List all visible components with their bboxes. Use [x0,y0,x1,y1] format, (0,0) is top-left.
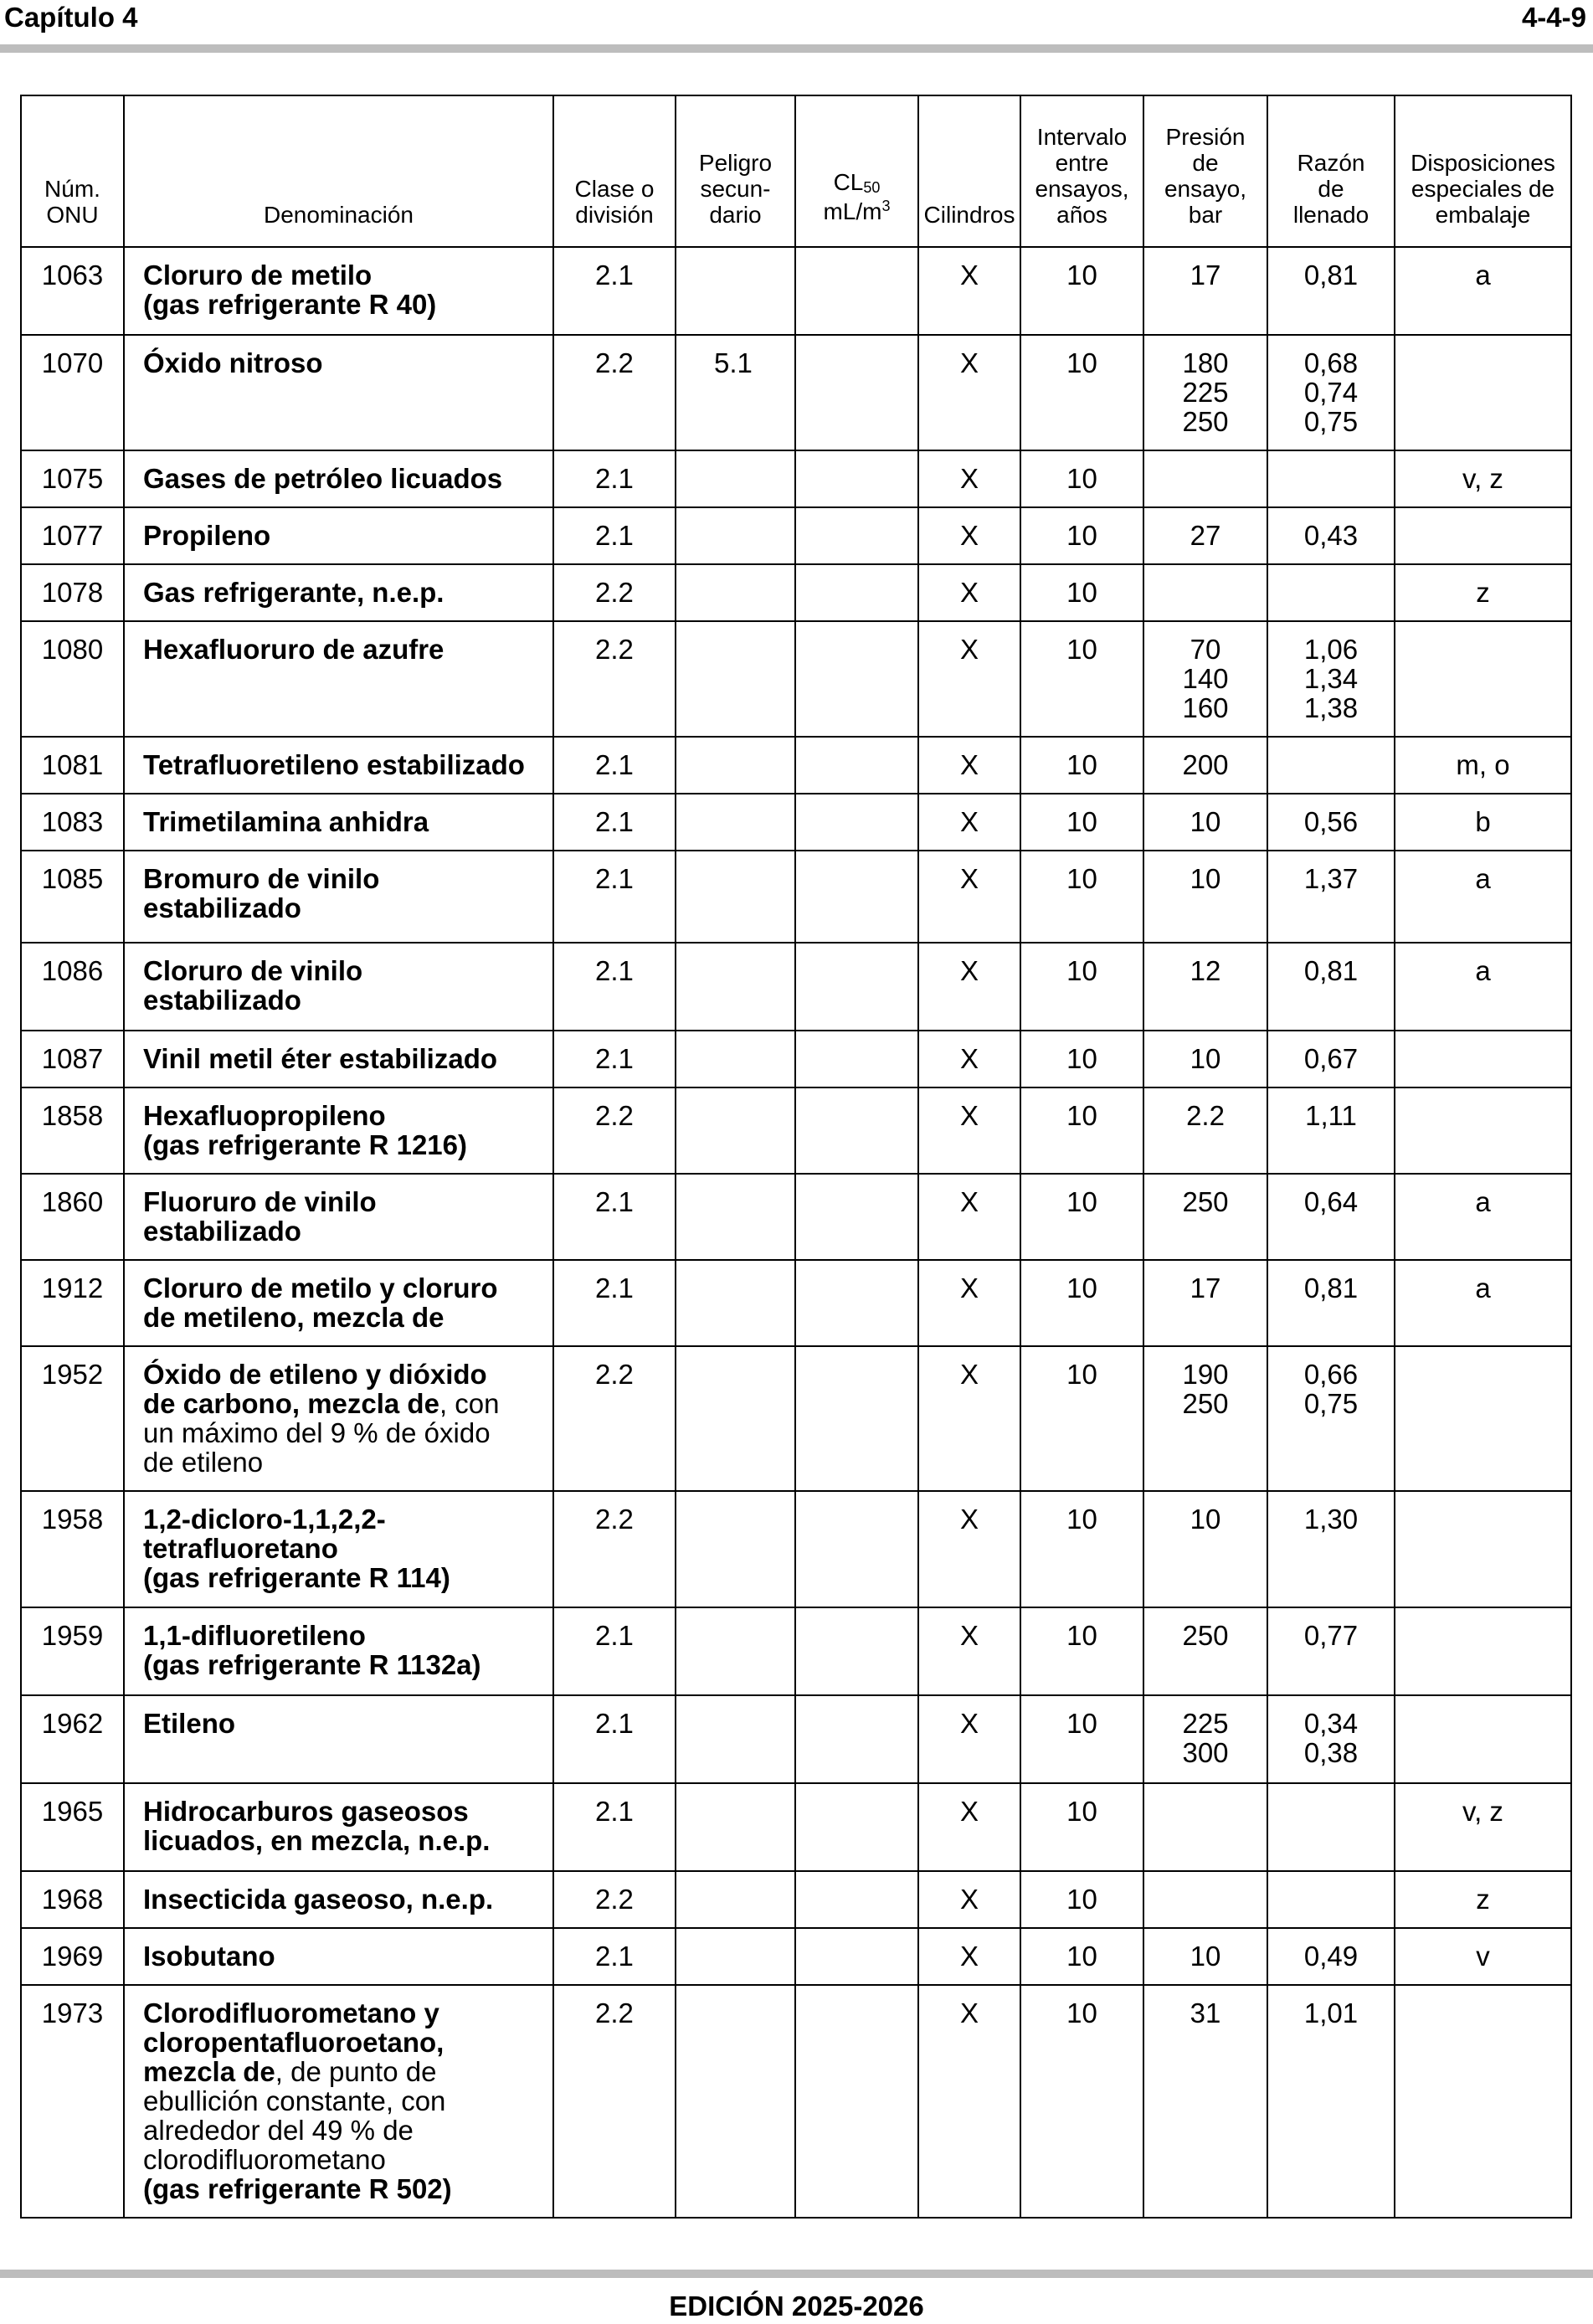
denominacion-name: Hidrocarburos gaseosos licuados, en mezcla, n.e.p. [143,1796,491,1856]
table-body [21,247,1571,2218]
cell-presion: 10 [1143,794,1267,851]
table-row [21,1783,1571,1871]
denominacion-name: Cloruro de metilo y cloruro de metileno, mezcla de [143,1273,498,1333]
cell-denominacion [124,564,553,621]
cell-cilindros: X [918,507,1020,564]
cell-un-number: 1969 [21,1928,124,1985]
cell-cilindros: X [918,1985,1020,2218]
cell-peligro [676,851,795,943]
cell-cl50 [795,1087,918,1174]
cell-cilindros: X [918,1871,1020,1928]
col-header-cilindros: Cilindros [918,95,1020,247]
cell-cilindros: X [918,943,1020,1031]
cell-clase: 2.1 [553,507,676,564]
table-row [21,1031,1571,1087]
cell-disposiciones [1395,1607,1571,1695]
cell-cl50 [795,1174,918,1260]
cell-denominacion [124,1174,553,1260]
cell-razon: 1,37 [1267,851,1395,943]
cell-un-number: 1080 [21,621,124,737]
cell-clase: 2.1 [553,1928,676,1985]
cell-denominacion [124,1871,553,1928]
cell-denominacion [124,1087,553,1174]
cell-disposiciones: v [1395,1928,1571,1985]
cell-intervalo: 10 [1020,1871,1143,1928]
edition-footer: EDICIÓN 2025-2026 [669,2291,924,2321]
denominacion-name: Óxido nitroso [143,347,323,378]
cell-un-number: 1973 [21,1985,124,2218]
cell-disposiciones: a [1395,247,1571,335]
denominacion-name: (gas refrigerante R 502) [143,2173,452,2204]
cell-denominacion [124,1783,553,1871]
cell-clase: 2.2 [553,621,676,737]
denominacion-name: Cloruro de vinilo estabilizado [143,955,363,1015]
cell-denominacion [124,1928,553,1985]
cell-presion: 2.2 [1143,1087,1267,1174]
denominacion-name: Fluoruro de vinilo estabilizado [143,1186,377,1247]
cell-peligro [676,1607,795,1695]
cell-disposiciones: a [1395,851,1571,943]
cell-clase: 2.2 [553,1985,676,2218]
cell-peligro [676,564,795,621]
cell-denominacion [124,335,553,450]
cell-presion [1143,564,1267,621]
cell-clase: 2.1 [553,1783,676,1871]
table-row [21,335,1571,450]
table-row [21,794,1571,851]
cell-un-number: 1083 [21,794,124,851]
cell-cl50 [795,851,918,943]
cell-intervalo: 10 [1020,1031,1143,1087]
cell-clase: 2.1 [553,1031,676,1087]
denominacion-name: Isobutano [143,1941,275,1972]
cell-razon: 0,77 [1267,1607,1395,1695]
cell-un-number: 1070 [21,335,124,450]
cell-peligro [676,247,795,335]
cell-intervalo: 10 [1020,1260,1143,1346]
cell-clase: 2.2 [553,564,676,621]
cell-razon: 1,06 1,34 1,38 [1267,621,1395,737]
cell-intervalo: 10 [1020,450,1143,507]
table-row [21,1260,1571,1346]
cell-un-number: 1081 [21,737,124,794]
cell-intervalo: 10 [1020,851,1143,943]
cell-intervalo: 10 [1020,943,1143,1031]
cell-disposiciones [1395,335,1571,450]
cell-clase: 2.2 [553,1087,676,1174]
cell-razon: 0,64 [1267,1174,1395,1260]
cl50-unit: $mL/m^3$ [823,198,891,224]
cell-cl50 [795,1695,918,1783]
cell-cilindros: X [918,737,1020,794]
cell-clase: 2.1 [553,1260,676,1346]
cell-denominacion [124,1607,553,1695]
cell-denominacion [124,1695,553,1783]
col-header-clase: Clase o división [553,95,676,247]
table-row [21,1695,1571,1783]
cell-peligro [676,507,795,564]
cell-cilindros: X [918,1928,1020,1985]
denominacion-name: Óxido de etileno y dióxido de carbono, mezcla de [143,1359,487,1419]
cell-peligro [676,1871,795,1928]
cell-cilindros: X [918,1346,1020,1491]
cell-denominacion [124,1031,553,1087]
cell-disposiciones [1395,1491,1571,1607]
table-row [21,1985,1571,2218]
cell-cl50 [795,737,918,794]
col-header-peligro: Peligro secun-dario [676,95,795,247]
cell-cilindros: X [918,335,1020,450]
cell-cilindros: X [918,794,1020,851]
cell-un-number: 1077 [21,507,124,564]
cell-presion: 225 300 [1143,1695,1267,1783]
table-row [21,1346,1571,1491]
denominacion-name: Bromuro de vinilo estabilizado [143,863,380,923]
cell-clase: 2.1 [553,1607,676,1695]
cell-cl50 [795,1871,918,1928]
cell-denominacion [124,247,553,335]
cell-un-number: 1858 [21,1087,124,1174]
cell-cl50 [795,1346,918,1491]
table-row [21,564,1571,621]
cell-denominacion [124,737,553,794]
cell-presion: 10 [1143,1491,1267,1607]
cell-presion: 180 225 250 [1143,335,1267,450]
denominacion-name: Cloruro de metilo (gas refrigerante R 40) [143,260,437,320]
cell-un-number: 1912 [21,1260,124,1346]
cell-un-number: 1958 [21,1491,124,1607]
cell-cilindros: X [918,450,1020,507]
cell-clase: 2.2 [553,1491,676,1607]
cell-razon [1267,1871,1395,1928]
cell-presion: 17 [1143,1260,1267,1346]
denominacion-name: Insecticida gaseoso, n.e.p. [143,1884,494,1915]
cell-cl50 [795,507,918,564]
cell-disposiciones: z [1395,1871,1571,1928]
cell-disposiciones: b [1395,794,1571,851]
denominacion-name: Hexafluopropileno (gas refrigerante R 1216) [143,1100,467,1160]
table-row [21,943,1571,1031]
cell-cl50 [795,247,918,335]
denominacion-detail: , de punto de ebullición constante, con alrededor del 49 % de clorodifluorometano [143,2056,446,2175]
cell-clase: 2.1 [553,794,676,851]
cell-presion: 10 [1143,1928,1267,1985]
cell-clase: 2.2 [553,1346,676,1491]
cell-disposiciones: a [1395,1260,1571,1346]
cell-razon: 0,34 0,38 [1267,1695,1395,1783]
cell-cl50 [795,1260,918,1346]
denominacion-name: 1,1-difluoretileno (gas refrigerante R 1132a) [143,1620,481,1680]
col-header-un: Núm. ONU [21,95,124,247]
cell-clase: 2.1 [553,1695,676,1783]
cell-peligro [676,1491,795,1607]
cell-intervalo: 10 [1020,621,1143,737]
table-row [21,1928,1571,1985]
cell-cilindros: X [918,1695,1020,1783]
cell-cl50 [795,1928,918,1985]
cell-clase: 2.1 [553,450,676,507]
table-row [21,737,1571,794]
cell-intervalo: 10 [1020,1087,1143,1174]
cell-un-number: 1087 [21,1031,124,1087]
gas-cylinder-table [20,95,1572,2219]
cell-razon: 0,66 0,75 [1267,1346,1395,1491]
cell-razon [1267,1783,1395,1871]
cl50-label: $CL_{50}$ [833,169,881,196]
cell-peligro [676,621,795,737]
cell-un-number: 1952 [21,1346,124,1491]
cell-presion: 190 250 [1143,1346,1267,1491]
col-header-intervalo: Intervalo entre ensayos, años [1020,95,1143,247]
cell-intervalo: 10 [1020,1491,1143,1607]
cell-razon: 1,01 [1267,1985,1395,2218]
cell-disposiciones: m, o [1395,737,1571,794]
cell-peligro [676,1087,795,1174]
cell-denominacion [124,943,553,1031]
cell-peligro [676,1260,795,1346]
cell-clase: 2.1 [553,851,676,943]
cell-denominacion [124,1260,553,1346]
cell-peligro [676,1174,795,1260]
cell-peligro [676,794,795,851]
cell-intervalo: 10 [1020,1174,1143,1260]
cell-peligro: 5.1 [676,335,795,450]
cell-peligro [676,1031,795,1087]
cell-presion: 70 140 160 [1143,621,1267,737]
cell-disposiciones: v, z [1395,1783,1571,1871]
table-header-row [21,95,1571,247]
cell-intervalo: 10 [1020,335,1143,450]
cell-disposiciones: a [1395,1174,1571,1260]
cell-razon: 1,30 [1267,1491,1395,1607]
cell-intervalo: 10 [1020,564,1143,621]
cell-denominacion [124,1491,553,1607]
cell-presion [1143,1871,1267,1928]
cell-cl50 [795,450,918,507]
cell-intervalo: 10 [1020,247,1143,335]
cell-razon: 0,81 [1267,1260,1395,1346]
cell-intervalo: 10 [1020,1695,1143,1783]
cell-un-number: 1063 [21,247,124,335]
cell-un-number: 1075 [21,450,124,507]
cell-razon: 0,56 [1267,794,1395,851]
cell-presion [1143,1783,1267,1871]
cell-disposiciones: z [1395,564,1571,621]
denominacion-detail: , con un máximo del 9 % de óxido de etileno [143,1388,500,1478]
cell-presion: 17 [1143,247,1267,335]
cell-cilindros: X [918,247,1020,335]
cell-cl50 [795,621,918,737]
denominacion-name: Etileno [143,1708,236,1739]
cell-presion: 10 [1143,851,1267,943]
cell-intervalo: 10 [1020,1985,1143,2218]
cell-disposiciones [1395,1031,1571,1087]
cell-cl50 [795,564,918,621]
cell-disposiciones: v, z [1395,450,1571,507]
col-header-cl50 [795,95,918,247]
cell-cilindros: X [918,1031,1020,1087]
cell-un-number: 1860 [21,1174,124,1260]
cell-presion: 250 [1143,1174,1267,1260]
cell-disposiciones [1395,621,1571,737]
cell-cilindros: X [918,564,1020,621]
cell-presion: 200 [1143,737,1267,794]
cell-presion [1143,450,1267,507]
cell-intervalo: 10 [1020,1346,1143,1491]
cell-presion: 12 [1143,943,1267,1031]
table-row [21,1871,1571,1928]
cell-peligro [676,943,795,1031]
table-row [21,1607,1571,1695]
cell-denominacion [124,450,553,507]
table-row [21,621,1571,737]
page-number: 4-4-9 [1521,2,1586,33]
cell-razon: 0,81 [1267,247,1395,335]
cell-disposiciones [1395,1087,1571,1174]
table-row [21,507,1571,564]
denominacion-name: 1,2-dicloro-1,1,2,2- tetrafluoretano (gas refrigerante R 114) [143,1504,450,1593]
cell-razon [1267,564,1395,621]
cell-cl50 [795,1491,918,1607]
cell-cilindros: X [918,1260,1020,1346]
cell-cl50 [795,794,918,851]
cell-un-number: 1078 [21,564,124,621]
cell-presion: 250 [1143,1607,1267,1695]
cell-clase: 2.1 [553,247,676,335]
denominacion-name: Gas refrigerante, n.e.p. [143,577,444,608]
cell-cilindros: X [918,1783,1020,1871]
cell-denominacion [124,507,553,564]
cell-intervalo: 10 [1020,794,1143,851]
cell-peligro [676,1985,795,2218]
cell-cilindros: X [918,621,1020,737]
table-row [21,1491,1571,1607]
cell-denominacion [124,1985,553,2218]
cell-clase: 2.1 [553,737,676,794]
cell-disposiciones: a [1395,943,1571,1031]
cell-un-number: 1965 [21,1783,124,1871]
cell-presion: 10 [1143,1031,1267,1087]
cell-disposiciones [1395,1346,1571,1491]
cell-peligro [676,737,795,794]
cell-intervalo: 10 [1020,1783,1143,1871]
footer-rule [0,2270,1593,2278]
cell-un-number: 1962 [21,1695,124,1783]
denominacion-name: Hexafluoruro de azufre [143,634,444,665]
cell-peligro [676,1783,795,1871]
cell-un-number: 1085 [21,851,124,943]
table-row [21,1174,1571,1260]
cell-cilindros: X [918,851,1020,943]
table-row [21,851,1571,943]
col-header-presion: Presión de ensayo, bar [1143,95,1267,247]
col-header-razon: Razón de llenado [1267,95,1395,247]
cell-peligro [676,450,795,507]
cell-disposiciones [1395,507,1571,564]
table-row [21,1087,1571,1174]
header-rule [0,44,1593,53]
cell-cl50 [795,1985,918,2218]
denominacion-name: Vinil metil éter estabilizado [143,1043,498,1074]
cell-razon [1267,737,1395,794]
cell-un-number: 1086 [21,943,124,1031]
cell-cl50 [795,1607,918,1695]
cell-cilindros: X [918,1607,1020,1695]
cell-cilindros: X [918,1087,1020,1174]
cell-clase: 2.2 [553,335,676,450]
denominacion-name: Tetrafluoretileno estabilizado [143,749,525,780]
chapter-title: Capítulo 4 [4,2,138,33]
cell-un-number: 1968 [21,1871,124,1928]
denominacion-name: Propileno [143,520,271,551]
cell-cl50 [795,943,918,1031]
table-row [21,247,1571,335]
cell-intervalo: 10 [1020,737,1143,794]
cell-clase: 2.1 [553,943,676,1031]
cell-disposiciones [1395,1695,1571,1783]
cell-cilindros: X [918,1491,1020,1607]
cell-disposiciones [1395,1985,1571,2218]
cell-cl50 [795,1783,918,1871]
cell-razon: 0,68 0,74 0,75 [1267,335,1395,450]
cell-cl50 [795,1031,918,1087]
denominacion-name: Trimetilamina anhidra [143,806,429,837]
cell-peligro [676,1928,795,1985]
cell-razon: 0,43 [1267,507,1395,564]
cell-intervalo: 10 [1020,1607,1143,1695]
denominacion-name: Gases de petróleo licuados [143,463,503,494]
cell-razon: 0,81 [1267,943,1395,1031]
cell-presion: 27 [1143,507,1267,564]
cell-clase: 2.1 [553,1174,676,1260]
cell-denominacion [124,621,553,737]
cell-razon: 1,11 [1267,1087,1395,1174]
cell-clase: 2.2 [553,1871,676,1928]
cell-denominacion [124,1346,553,1491]
cell-cilindros: X [918,1174,1020,1260]
cell-intervalo: 10 [1020,1928,1143,1985]
cell-razon: 0,49 [1267,1928,1395,1985]
cell-peligro [676,1346,795,1491]
cell-cl50 [795,335,918,450]
cell-un-number: 1959 [21,1607,124,1695]
cell-intervalo: 10 [1020,507,1143,564]
cell-peligro [676,1695,795,1783]
cell-denominacion [124,794,553,851]
cell-razon [1267,450,1395,507]
col-header-disposiciones: Disposiciones especiales de embalaje [1395,95,1571,247]
cell-denominacion [124,851,553,943]
denominacion-name: Clorodifluorometano y cloropentafluoroetano, mezcla de [143,1998,444,2087]
col-header-denominacion: Denominación [124,95,553,247]
table-row [21,450,1571,507]
cell-razon: 0,67 [1267,1031,1395,1087]
cell-presion: 31 [1143,1985,1267,2218]
